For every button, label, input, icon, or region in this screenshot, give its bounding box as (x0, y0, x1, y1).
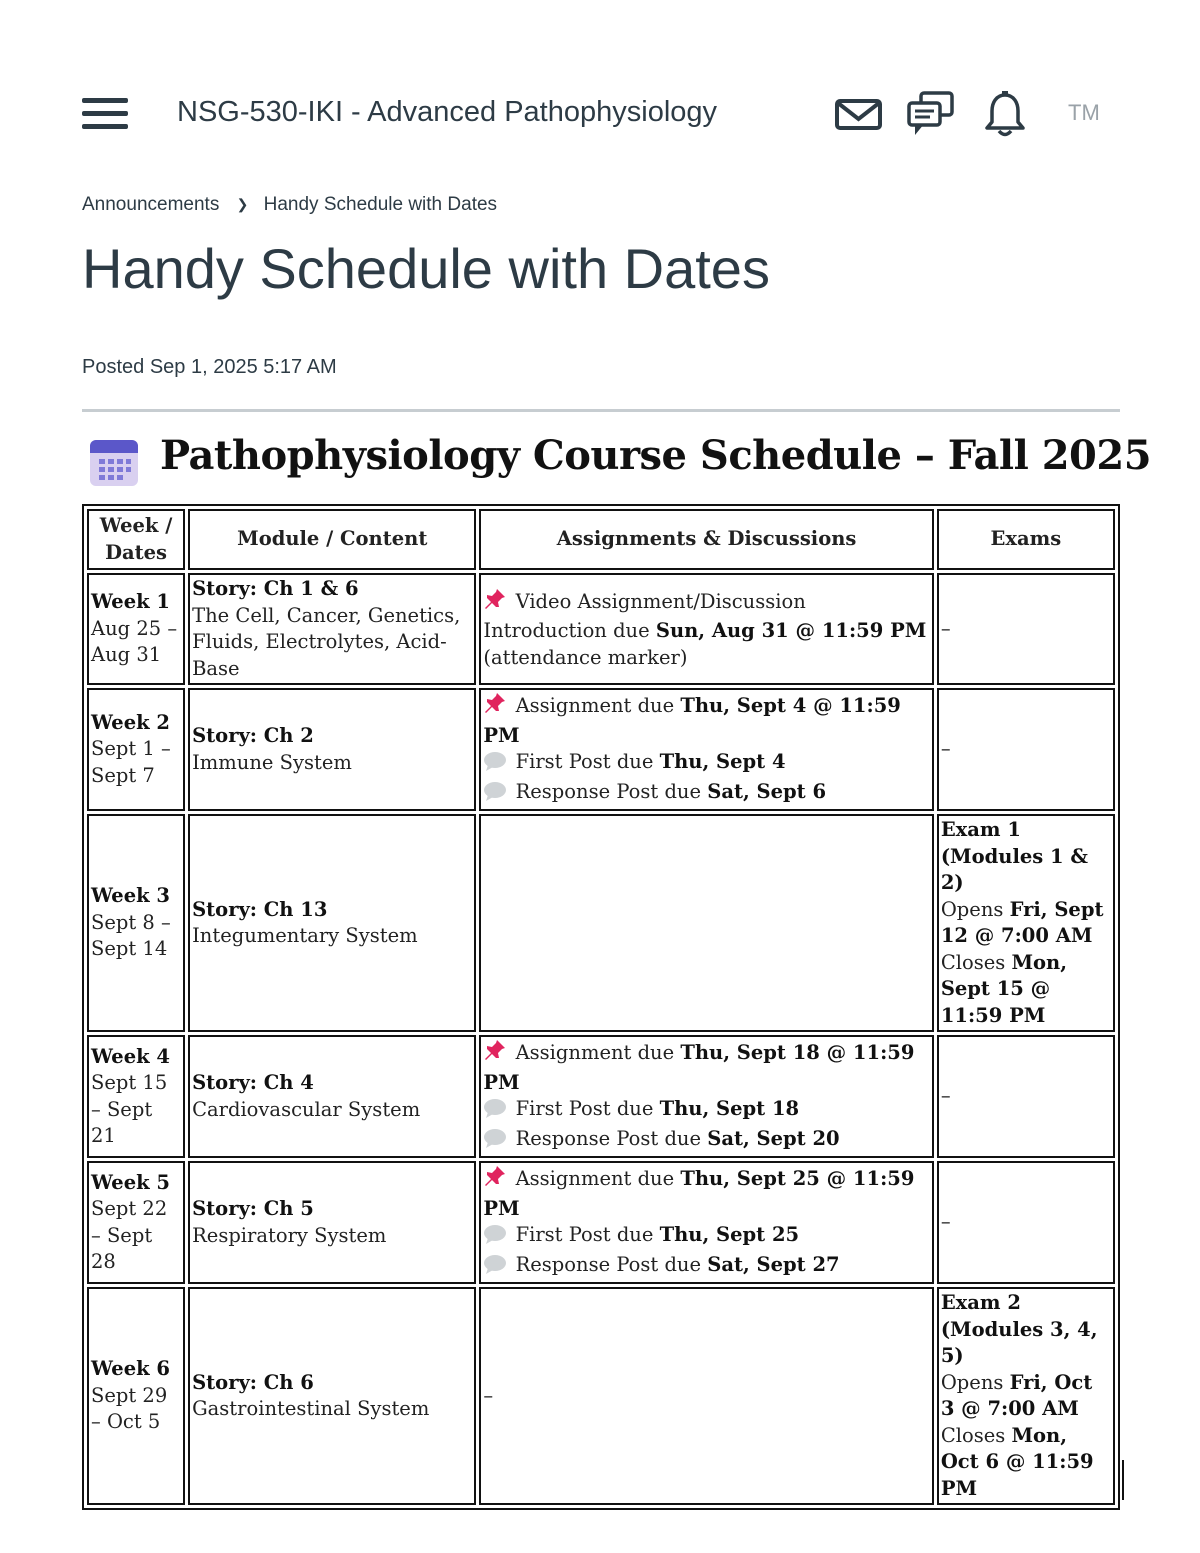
week-dates: Aug 25 – Aug 31 (91, 616, 178, 667)
breadcrumb (82, 194, 497, 216)
module-cell (188, 573, 476, 685)
exam-open-label: Opens (940, 897, 1010, 921)
week-cell (87, 688, 185, 811)
speech-bubble-icon (483, 1098, 509, 1126)
posted-date: Posted Sep 1, 2025 5:17 AM (82, 356, 337, 378)
response-post-text: Response Post due (515, 1126, 708, 1150)
module-cell (188, 1161, 476, 1284)
breadcrumb-current: Handy Schedule with Dates (263, 194, 498, 215)
divider (82, 409, 1120, 412)
assignments-cell (479, 814, 933, 1032)
page-title: Handy Schedule with Dates (82, 237, 770, 300)
topic-label: Integumentary System (192, 924, 418, 947)
exam-close-date: Mon, Sept 15 @ 11:59 PM (940, 950, 1068, 1027)
table-continuation (82, 1460, 1124, 1500)
exam-open-date: Fri, Sept 12 @ 7:00 AM (940, 897, 1104, 947)
assignment-due: Sun, Aug 31 @ 11:59 PM (655, 619, 927, 643)
first-post-text: First Post due (515, 1223, 660, 1246)
topic-label: Immune System (192, 750, 352, 774)
exam-cell: – (937, 688, 1115, 811)
speech-bubble-icon (483, 1128, 509, 1156)
exam-title: Exam 2 (Modules 3, 4, 5) (940, 1291, 1098, 1367)
week-cell (87, 573, 185, 685)
assignment-due: Thu, Sept 18 @ 11:59 PM (483, 1041, 915, 1094)
first-post-due: Thu, Sept 4 (659, 750, 786, 773)
pushpin-icon (483, 1164, 509, 1196)
week-cell (87, 1035, 185, 1158)
pushpin-icon (483, 1038, 509, 1070)
topic-label: The Cell, Cancer, Genetics, Fluids, Electrolytes, Acid-Base (192, 603, 461, 680)
module-cell (188, 688, 476, 811)
topic-label: Cardiovascular System (192, 1097, 421, 1121)
hamburger-menu-icon[interactable] (82, 98, 128, 132)
exam-cell: – (937, 573, 1115, 685)
response-post-text: Response Post due (515, 779, 708, 803)
topic-label: Respiratory System (192, 1223, 387, 1247)
chevron-right-icon: ❯ (236, 196, 249, 212)
week-label: Week 5 (91, 1170, 170, 1194)
course-title[interactable]: NSG-530-IKI - Advanced Pathophysiology (177, 96, 718, 128)
calendar-icon (88, 436, 140, 488)
assignment-text: Video Assignment/Discussion Introduction due (483, 589, 806, 643)
week-dates: Sept 8 – Sept 14 (91, 910, 171, 961)
schedule-table (82, 504, 1120, 1510)
response-post-due: Sat, Sept 6 (707, 779, 827, 803)
speech-bubble-icon (483, 1254, 509, 1282)
breadcrumb-announcements-link[interactable]: Announcements (82, 194, 220, 215)
exam-close-label: Closes (940, 950, 1012, 974)
first-post-due: Thu, Sept 25 (659, 1223, 800, 1246)
story-label: Story: Ch 2 (192, 724, 314, 747)
week-label: Week 3 (91, 884, 170, 908)
week-label: Week 4 (91, 1044, 170, 1068)
assignment-text: Assignment due (515, 694, 681, 717)
header-week: Week / Dates (87, 509, 185, 570)
module-cell (188, 814, 476, 1032)
exam-close-date: Mon, Oct 6 @ 11:59 PM (940, 1423, 1094, 1500)
week-dates: Sept 15 – Sept 21 (91, 1071, 168, 1147)
week-dates: Sept 29 – Oct 5 (91, 1383, 168, 1434)
exam-open-date: Fri, Oct 3 @ 7:00 AM (940, 1370, 1093, 1420)
topic-label: Gastrointestinal System (192, 1397, 430, 1420)
first-post-text: First Post due (515, 1097, 660, 1120)
speech-bubble-icon (483, 781, 509, 809)
pushpin-icon (483, 587, 509, 619)
response-post-due: Sat, Sept 27 (707, 1252, 840, 1276)
story-label: Story: Ch 1 & 6 (192, 577, 359, 600)
top-bar (0, 0, 1200, 170)
week-dates: Sept 22 – Sept 28 (91, 1197, 168, 1273)
bell-icon[interactable] (980, 90, 1030, 138)
assignment-text: Assignment due (515, 1041, 681, 1064)
exam-open-label: Opens (940, 1370, 1010, 1394)
table-row (87, 688, 1115, 811)
trademark-label: TM (1068, 100, 1100, 125)
week-label: Week 1 (91, 590, 170, 614)
speech-bubble-icon (483, 1224, 509, 1252)
exam-cell: – (937, 1161, 1115, 1284)
header-assignments: Assignments & Discussions (479, 509, 933, 570)
first-post-text: First Post due (515, 750, 660, 773)
week-cell (87, 1161, 185, 1284)
exam-close-label: Closes (940, 1423, 1012, 1447)
module-cell (188, 1035, 476, 1158)
table-row (87, 573, 1115, 685)
discussions-icon[interactable] (906, 90, 956, 138)
assignment-note: (attendance marker) (483, 645, 688, 669)
response-post-text: Response Post due (515, 1252, 708, 1276)
story-label: Story: Ch 13 (192, 897, 328, 921)
assignments-cell (479, 1161, 933, 1284)
exam-cell: – (937, 1035, 1115, 1158)
table-row (87, 1035, 1115, 1158)
table-row (87, 1161, 1115, 1284)
assignment-due: Thu, Sept 4 @ 11:59 PM (483, 694, 901, 747)
assignments-cell (479, 573, 933, 685)
pushpin-icon (483, 691, 509, 723)
exam-title: Exam 1 (Modules 1 & 2) (940, 818, 1088, 894)
speech-bubble-icon (483, 751, 509, 779)
week-cell (87, 814, 185, 1032)
story-label: Story: Ch 4 (192, 1071, 314, 1094)
response-post-due: Sat, Sept 20 (707, 1126, 840, 1150)
week-label: Week 6 (91, 1357, 170, 1381)
schedule-title: Pathophysiology Course Schedule – Fall 2025 (160, 432, 1152, 479)
header-exams: Exams (937, 509, 1115, 570)
assignment-due: Thu, Sept 25 @ 11:59 PM (483, 1167, 915, 1220)
table-header-row (87, 509, 1115, 570)
story-label: Story: Ch 6 (192, 1370, 314, 1394)
assignments-cell (479, 688, 933, 811)
assignments-cell: – (479, 1287, 933, 1505)
table-row (87, 814, 1115, 1032)
first-post-due: Thu, Sept 18 (659, 1097, 800, 1120)
week-label: Week 2 (91, 710, 170, 734)
assignment-text: Assignment due (515, 1167, 681, 1190)
assignments-cell (479, 1035, 933, 1158)
week-dates: Sept 1 – Sept 7 (91, 737, 171, 787)
header-module: Module / Content (188, 509, 476, 570)
mail-icon[interactable] (834, 90, 884, 138)
story-label: Story: Ch 5 (192, 1197, 314, 1220)
exam-cell (937, 814, 1115, 1032)
